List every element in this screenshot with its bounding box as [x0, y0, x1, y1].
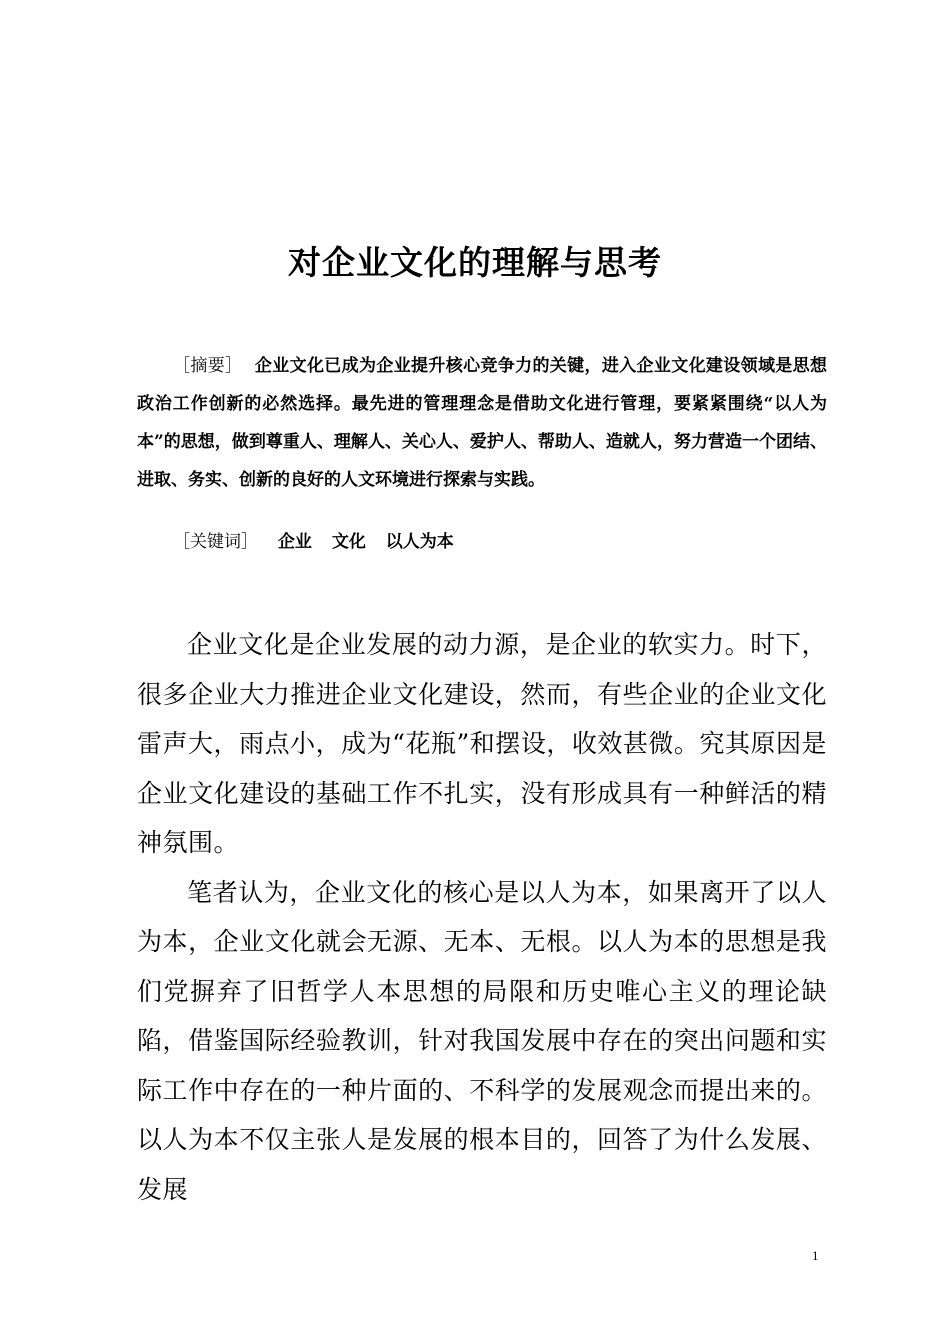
keyword-item: 文化 [331, 532, 366, 552]
body-paragraph: 企业文化是企业发展的动力源，是企业的软实力。时下，很多企业大力推进企业文化建设，然而，有些企业的企业文化雷声大，雨点小，成为“花瓶”和摆设，收效甚微。究其原因是企业文化建设的基础工作不扎实，没有形成具有一种鲜活的精神氛围。 [137, 630, 827, 857]
abstract-text: 企业文化已成为企业提升核心竞争力的关键，进入企业文化建设领域是思想政治工作创新的必然选择。最先进的管理理念是借助文化进行管理，要紧紧围绕“以人为本”的思想，做到尊重人、理解人、关心人、爱护人、帮助人、造就人，努力营造一个团结、进取、务实、创新的良好的人文环境进行探索与实践。 [137, 356, 827, 490]
document-body [137, 620, 827, 1214]
keywords-label: ［关键词］ [173, 532, 258, 552]
abstract-label: ［摘要］ [173, 356, 243, 376]
keyword-item: 企业 [277, 532, 312, 552]
abstract [137, 347, 827, 499]
document-title: 对企业文化的理解与思考 [288, 243, 662, 282]
keyword-item: 以人为本 [385, 532, 454, 552]
page-number: 1 [812, 1248, 819, 1263]
body-paragraph: 笔者认为，企业文化的核心是以人为本，如果离开了以人为本，企业文化就会无源、无本、无根。以人为本的思想是我们党摒弃了旧哲学人本思想的局限和历史唯心主义的理论缺陷，借鉴国际经验教训，针对我国发展中存在的突出问题和实际工作中存在的一种片面的、不科学的发展观念而提出来的。以人为本不仅主张人是发展的根本目的，回答了为什么发展、发展 [137, 877, 827, 1204]
keywords [173, 527, 833, 557]
abstract-paragraph [137, 347, 827, 499]
